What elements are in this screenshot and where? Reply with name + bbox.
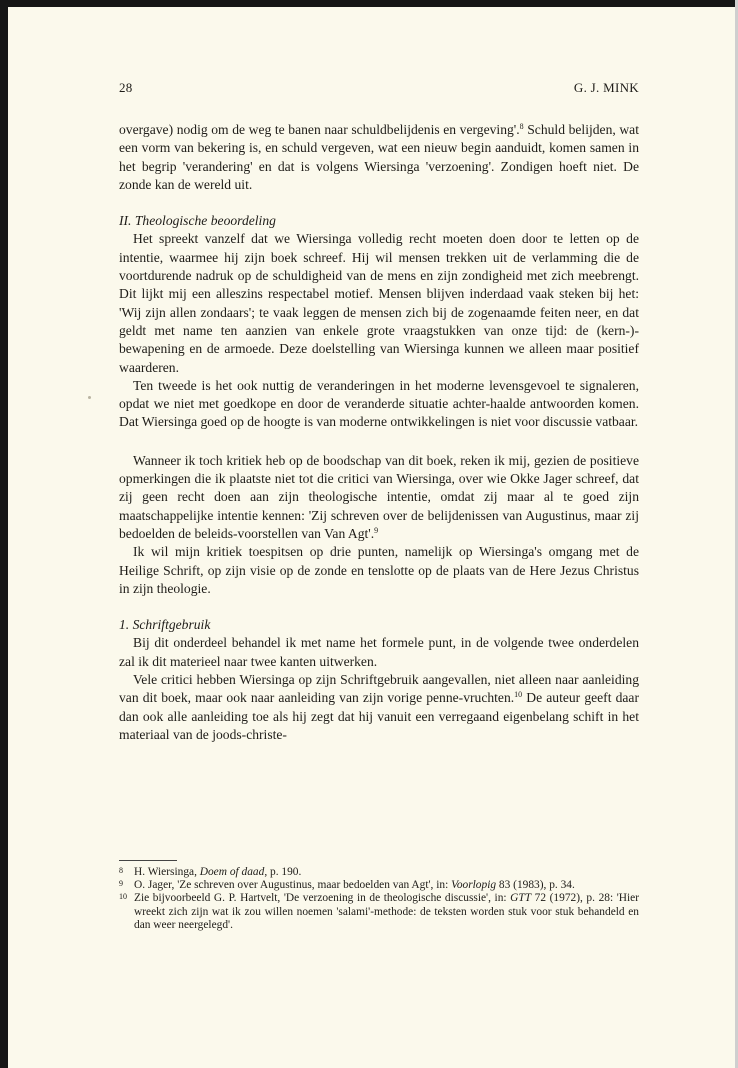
paragraph: Het spreekt vanzelf dat we Wiersinga volledig recht moeten doen door te letten op de intentie, waarmee hij zijn boek schreef. Hij wil mensen trekken uit de verlamming die de voortdurende nadruk op de schuldigheid van de mens en zijn zondigheid met zich meebrengt. Dit lijkt mij een alleszins respectabel motief. Mensen blijven inderdaad vaak steken bij het: 'Wij zijn allen zondaars'; te vaak leggen de mensen zich bij de zogenaamde feiten neer, en dat geldt met name ten aanzien van enkele grote vraagstukken van onze tijd: de (kern-)-bewapening en de armoede. Deze doelstelling van Wiersinga kunnen we alleen maar positief waarderen. [119, 231, 639, 375]
intro-paragraph: overgave) nodig om de weg te banen naar schuldbelijdenis en vergeving'.$^8$ Schuld belijden, wat een vorm van bekering is, en schuld vergeven, wat een nieuw begin aanduidt, komen samen in het begrip 'verandering' en dat is volgens Wiersinga 'verzoening'. Zondigen hoeft niet. De zonde kan de wereld uit. [119, 122, 639, 192]
page-number: 28 [119, 80, 133, 95]
body-text [119, 121, 639, 744]
footnote-number: 10 [119, 892, 127, 902]
scan-border-left [0, 0, 8, 1068]
footnote-ref-9[interactable]: 9 [374, 525, 379, 535]
paragraph: Wanneer ik toch kritiek heb op de boodschap van dit boek, reken ik mij, gezien de positieve opmerkingen die ik plaatste niet tot die critici van Wiersinga, over wie Okke Jager schreef, dat zij geen recht doen aan zijn theologische intentie, omdat zij maar al te goed zijn maatschappelijke intentie kennen: 'Zij schreven over de belijdenissen van Augustinus, maar zij bedoelden de beleids-voorstellen van Van Agt'.$^9$ [119, 452, 639, 541]
section-heading-schriftgebruik: 1. Schriftgebruik [119, 617, 211, 633]
paragraph: Vele critici hebben Wiersinga op zijn Schriftgebruik aangevallen, niet alleen naar aanleiding van dit boek, maar ook naar aanleiding van zijn vorige penne-vruchten.$^{10}$ De auteur geeft daar dan ook alle aanleiding toe als hij zegt dat hij vanuit een verregaand eigenbelang schift in het materiaal van de joods-christe- [119, 672, 639, 742]
section-heading-theologische-beoordeling: II. Theologische beoordeling [119, 213, 276, 229]
footnote-9: 9 O. Jager, 'Ze schreven over Augustinus, maar bedoelden van Agt', in: Voorlopig 83 (1983), p. 34. [119, 879, 575, 892]
running-head: G. J. MINK [573, 80, 639, 95]
footnote-number: 8 [119, 866, 123, 875]
footnote-divider [119, 860, 177, 861]
footnote-8: 8 H. Wiersinga, Doem of daad, p. 190. [119, 866, 302, 878]
footnotes [119, 866, 639, 932]
paragraph: Ik wil mijn kritiek toespitsen op drie punten, namelijk op Wiersinga's omgang met de Heilige Schrift, op zijn visie op de zonde en tenslotte op de plaats van de Here Jezus Christus in zijn theologie. [119, 544, 639, 596]
paragraph: Bij dit onderdeel behandel ik met name het formele punt, in de volgende twee onderdelen zal ik dit materieel naar twee kanten uitwerken. [119, 635, 639, 669]
footnote-ref-8[interactable]: 8 [519, 122, 524, 131]
paragraph: Ten tweede is het ook nuttig de veranderingen in het moderne levensgevoel te signaleren, opdat we niet met goedkope en door de veranderde situatie achter-haalde antwoorden komen. Dat Wiersinga goed op de hoogte is van moderne ontwikkelingen is niet voor discussie vatbaar. [119, 377, 639, 430]
scan-border-top [0, 0, 738, 7]
footnote-ref-10[interactable]: 10 [514, 690, 523, 700]
footnote-10: 10 Zie bijvoorbeeld G. P. Hartvelt, 'De verzoening in de theologische discussie', in: GTT 72 (1972), p. 28: 'Hier wreekt zich zijn wat ik zou willen noemen 'salami'-methode: de teksten worden stuk voor stuk behandeld en dan weer neergelegd'. [119, 892, 640, 931]
footnote-number: 9 [119, 879, 123, 889]
scan-speck [88, 396, 91, 399]
